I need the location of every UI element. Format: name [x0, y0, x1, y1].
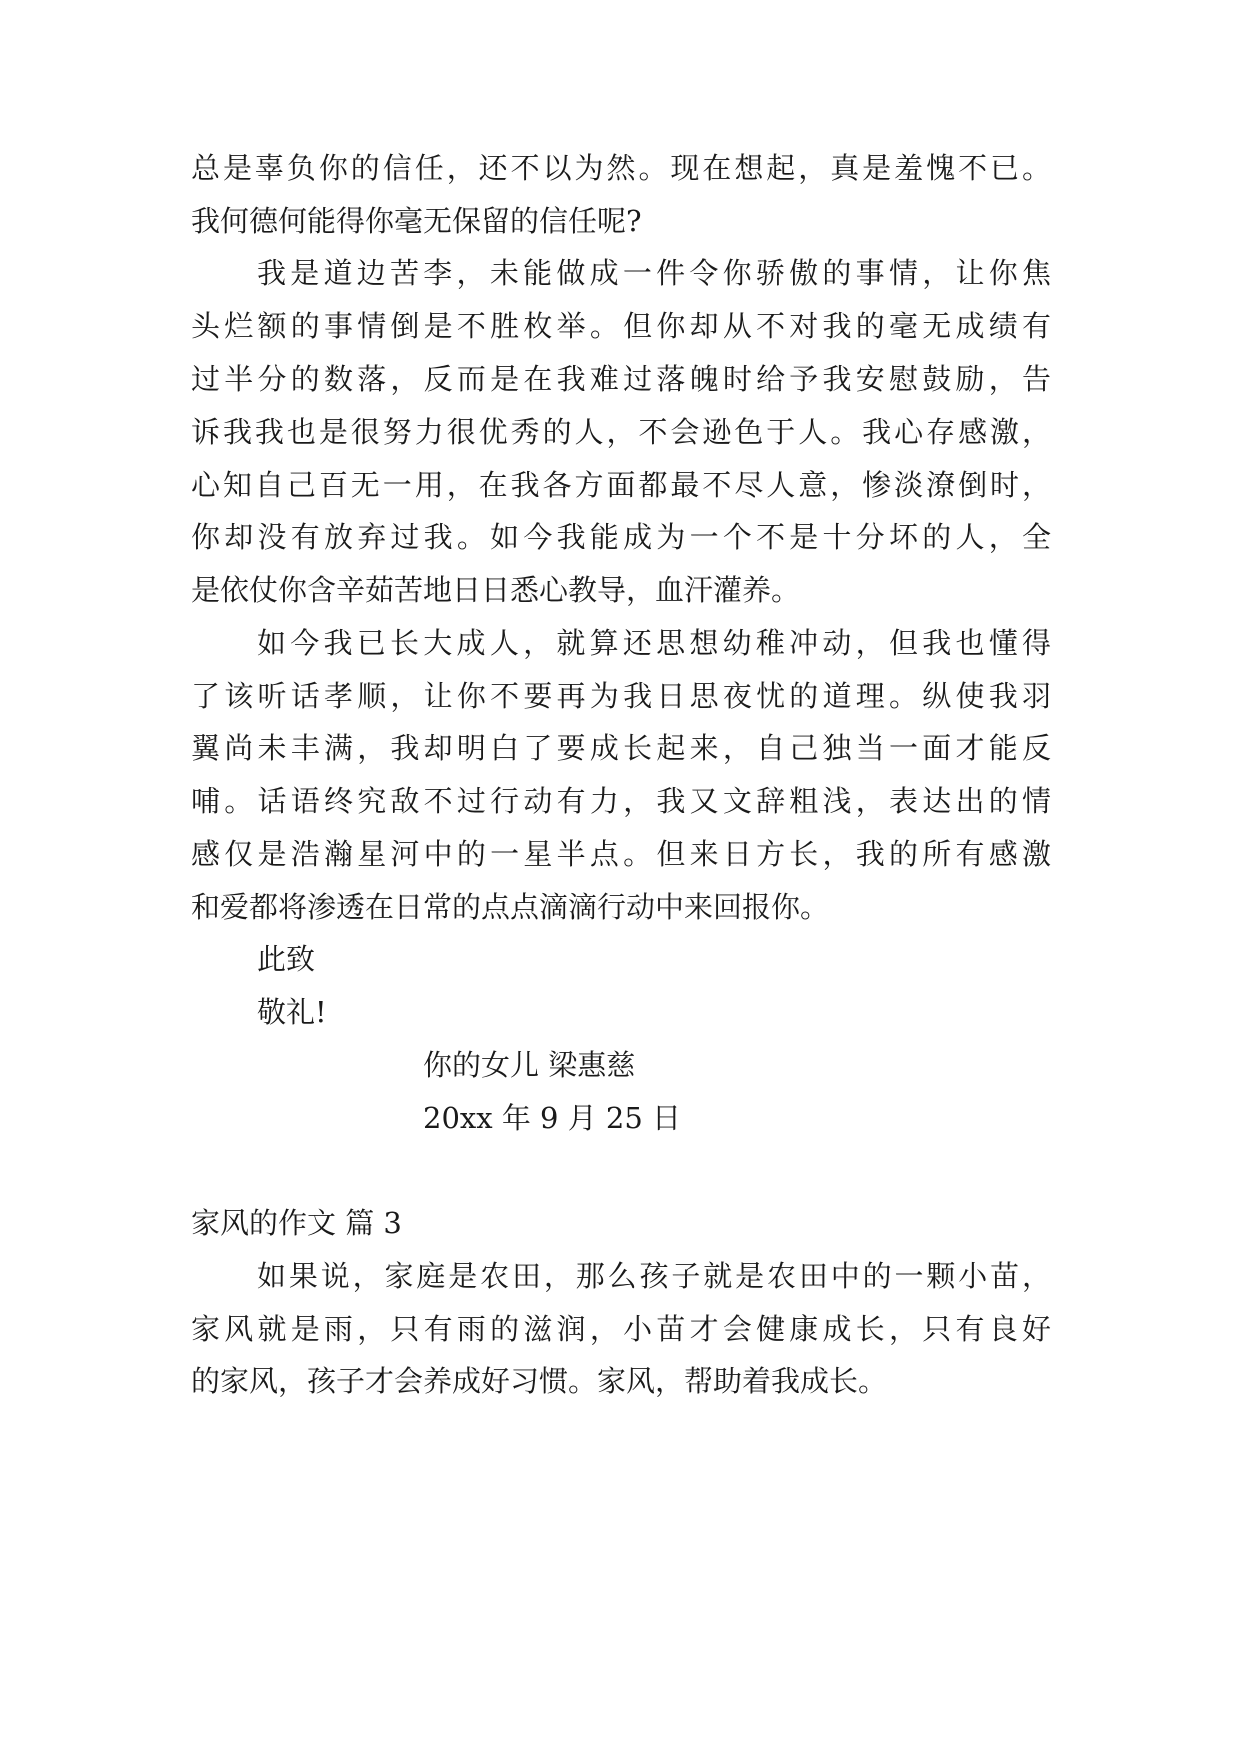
section-heading: 家风的作文 篇 3 [191, 1206, 402, 1240]
closing-regards: 敬礼! [257, 995, 327, 1029]
text-line: 了该听话孝顺，让你不要再为我日思夜忧的道理。纵使我羽 [191, 679, 1051, 713]
text-line: 我何德何能得你毫无保留的信任呢? [191, 204, 642, 238]
text-line: 过半分的数落，反而是在我难过落魄时给予我安慰鼓励，告 [191, 362, 1051, 396]
text-line: 如今我已长大成人，就算还思想幼稚冲动，但我也懂得 [257, 626, 1051, 660]
letter-date: 20xx 年 9 月 25 日 [423, 1101, 682, 1135]
text-line: 诉我我也是很努力很优秀的人，不会逊色于人。我心存感激， [191, 415, 1051, 449]
text-line: 感仅是浩瀚星河中的一星半点。但来日方长，我的所有感激 [191, 837, 1051, 871]
text-line: 我是道边苦李，未能做成一件令你骄傲的事情，让你焦 [257, 256, 1051, 290]
text-line: 家风就是雨，只有雨的滋润，小苗才会健康成长，只有良好 [191, 1312, 1051, 1346]
text-line: 翼尚未丰满，我却明白了要成长起来，自己独当一面才能反 [191, 731, 1051, 765]
text-line: 头烂额的事情倒是不胜枚举。但你却从不对我的毫无成绩有 [191, 309, 1051, 343]
text-line: 的家风，孩子才会养成好习惯。家风，帮助着我成长。 [191, 1364, 888, 1398]
closing-salutation: 此致 [257, 942, 316, 976]
text-line: 是依仗你含辛茹苦地日日悉心教导，血汗灌养。 [191, 573, 801, 607]
text-line: 你却没有放弃过我。如今我能成为一个不是十分坏的人，全 [191, 520, 1051, 554]
signature: 你的女儿 梁惠慈 [423, 1048, 636, 1082]
text-line: 哺。话语终究敌不过行动有力，我又文辞粗浅，表达出的情 [191, 784, 1051, 818]
text-line: 总是辜负你的信任，还不以为然。现在想起，真是羞愧不已。 [191, 151, 1051, 185]
text-line: 和爱都将渗透在日常的点点滴滴行动中来回报你。 [191, 890, 830, 924]
text-line: 如果说，家庭是农田，那么孩子就是农田中的一颗小苗， [257, 1259, 1051, 1293]
text-line: 心知自己百无一用，在我各方面都最不尽人意，惨淡潦倒时， [191, 468, 1051, 502]
